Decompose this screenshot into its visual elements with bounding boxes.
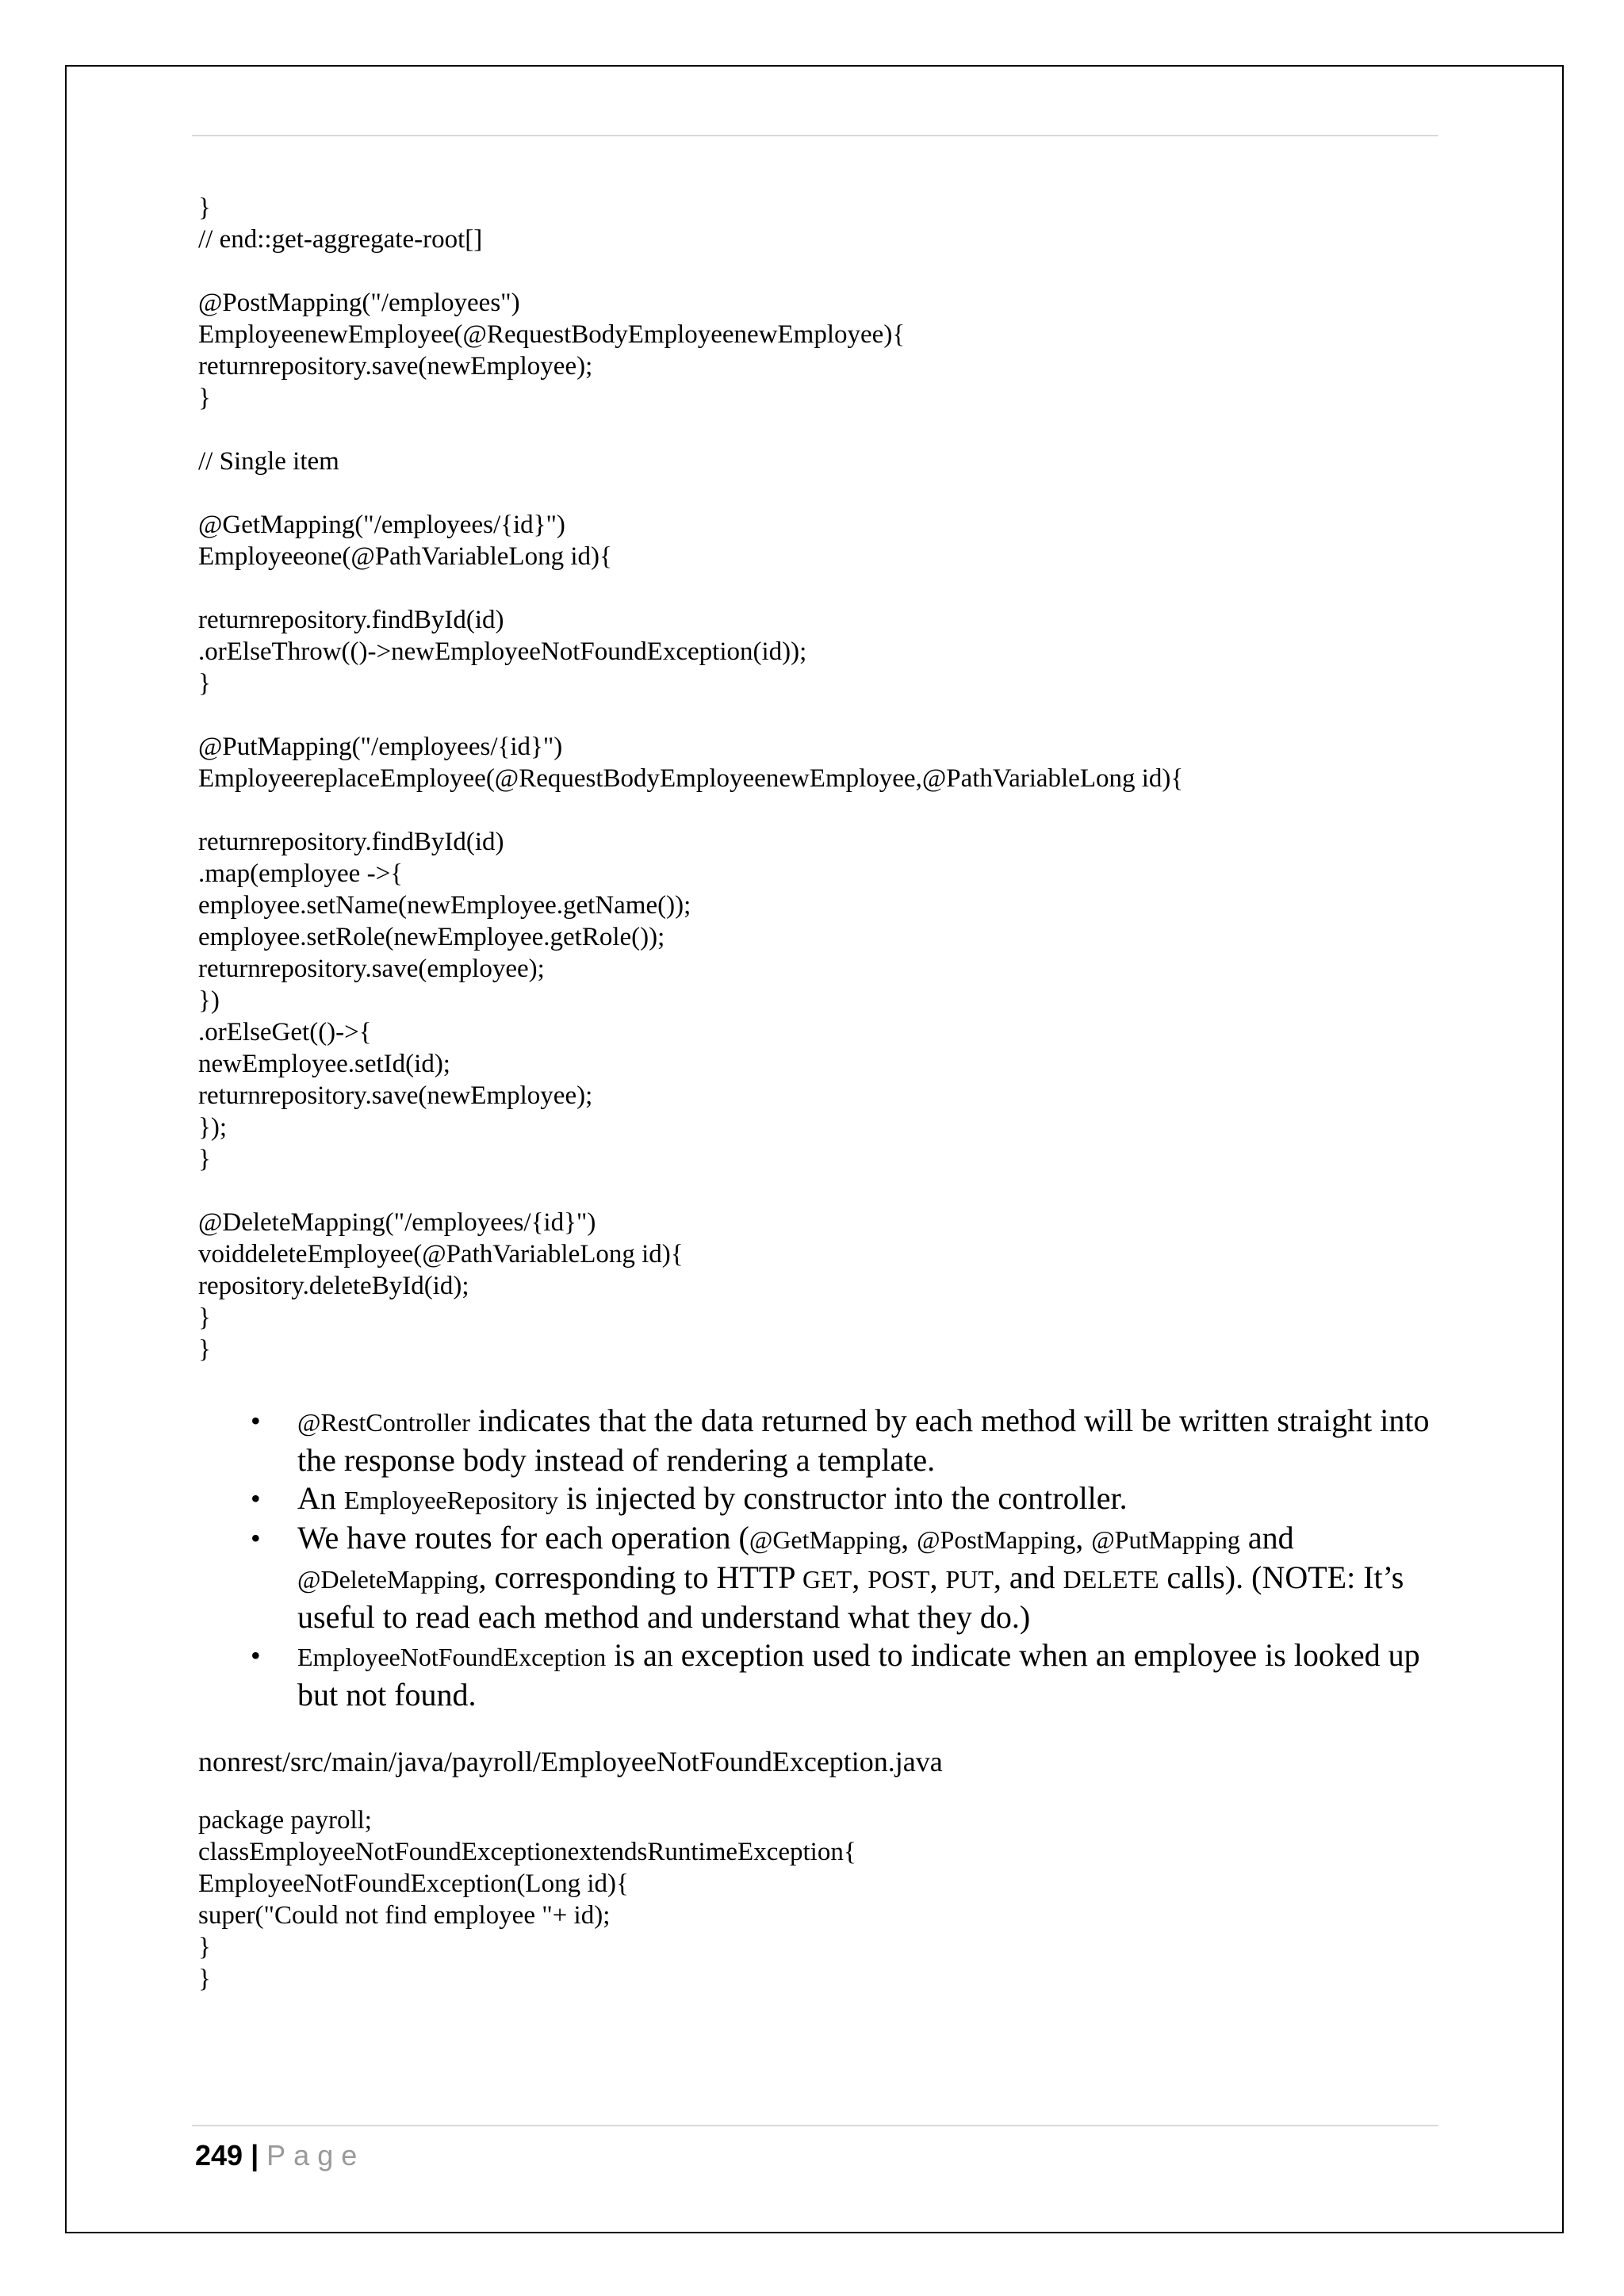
code-line: package payroll;: [198, 1806, 372, 1835]
code-line: repository.deleteById(id);: [198, 1272, 469, 1300]
code-line: // end::get-aggregate-root[]: [198, 225, 483, 254]
bullet-item: • We have routes for each operation (@GetMapping, @PostMapping, @PutMapping and @DeleteMapping, corresponding to HTTP GET, POST, PUT, and DELETE calls). (NOTE: It’s useful to read each method and understand what they do.): [238, 1519, 1443, 1636]
code-line: }: [198, 1965, 211, 1993]
code-line: employee.setName(newEmployee.getName());: [198, 891, 691, 920]
code-line: returnrepository.findById(id): [198, 828, 504, 856]
page-label: Page: [266, 2139, 366, 2172]
code-line: returnrepository.save(newEmployee);: [198, 352, 593, 381]
footer-separator: |: [251, 2139, 259, 2172]
page-footer: [195, 2139, 365, 2172]
code-line: newEmployee.setId(id);: [198, 1050, 450, 1078]
code-line: .map(employee ->{: [198, 859, 404, 888]
code-line: @PutMapping("/employees/{id}"): [198, 733, 563, 761]
inline-code: @RestController: [297, 1408, 470, 1437]
inline-code: @PostMapping: [917, 1525, 1076, 1554]
code-line: returnrepository.findById(id): [198, 606, 504, 634]
code-line: returnrepository.save(newEmployee);: [198, 1081, 593, 1110]
code-line: EmployeereplaceEmployee(@RequestBodyEmployeenewEmployee,@PathVariableLong id){: [198, 764, 1184, 793]
code-line: EmployeenewEmployee(@RequestBodyEmployeenewEmployee){: [198, 320, 906, 349]
code-line: }: [198, 1933, 211, 1961]
code-line: }): [198, 986, 220, 1015]
code-line: });: [198, 1113, 227, 1142]
inline-code: EmployeeRepository: [343, 1486, 559, 1514]
page-number: 249: [195, 2139, 243, 2172]
code-line: voiddeleteEmployee(@PathVariableLong id){: [198, 1240, 684, 1269]
code-line: }: [198, 669, 211, 698]
bullet-item: • An EmployeeRepository is injected by constructor into the controller.: [238, 1479, 1443, 1519]
code-line: }: [198, 193, 211, 222]
code-line: super("Could not find employee "+ id);: [198, 1901, 611, 1930]
bullet-item: • @RestController indicates that the data returned by each method will be written straight into the response body instead of rendering a template.: [238, 1402, 1443, 1479]
code-line: classEmployeeNotFoundExceptionextendsRuntimeException{: [198, 1838, 856, 1866]
code-line: [198, 414, 1435, 446]
code-line: }: [198, 1303, 211, 1332]
inline-code: DELETE: [1063, 1565, 1159, 1594]
code-line: [198, 255, 1435, 287]
code-line: @GetMapping("/employees/{id}"): [198, 511, 565, 539]
code-line: [198, 794, 1435, 826]
code-line: // Single item: [198, 447, 339, 476]
code-line: employee.setRole(newEmployee.getRole());: [198, 923, 665, 951]
code-line: [198, 477, 1435, 509]
code-block-controller: [198, 192, 1435, 1365]
inline-code: @DeleteMapping: [297, 1565, 479, 1594]
file-path: nonrest/src/main/java/payroll/EmployeeNotFoundException.java: [198, 1746, 943, 1777]
code-line: [198, 1175, 1435, 1207]
inline-code: EmployeeNotFoundException: [297, 1643, 607, 1671]
inline-code: GET: [802, 1565, 852, 1594]
header-rule: [192, 135, 1438, 136]
code-line: }: [198, 1335, 211, 1364]
code-line: }: [198, 1145, 211, 1173]
code-line: [198, 572, 1435, 604]
inline-code: @PutMapping: [1091, 1525, 1240, 1554]
bullet-item: • EmployeeNotFoundException is an exception used to indicate when an employee is looked up but not found.: [238, 1636, 1443, 1714]
code-line: @DeleteMapping("/employees/{id}"): [198, 1208, 596, 1237]
code-line: .orElseGet(()->{: [198, 1018, 372, 1047]
code-line: .orElseThrow(()->newEmployeeNotFoundException(id));: [198, 637, 807, 666]
code-line: returnrepository.save(employee);: [198, 955, 545, 983]
code-block-exception: [198, 1804, 856, 1995]
bullet-list: [238, 1402, 1443, 1714]
code-line: @PostMapping("/employees"): [198, 289, 520, 317]
code-line: [198, 699, 1435, 731]
inline-code: POST: [868, 1565, 930, 1594]
inline-code: PUT: [945, 1565, 994, 1594]
code-line: Employeeone(@PathVariableLong id){: [198, 542, 612, 571]
inline-code: @GetMapping: [749, 1525, 902, 1554]
code-line: EmployeeNotFoundException(Long id){: [198, 1869, 629, 1898]
footer-rule: [192, 2125, 1438, 2126]
code-line: }: [198, 384, 211, 412]
